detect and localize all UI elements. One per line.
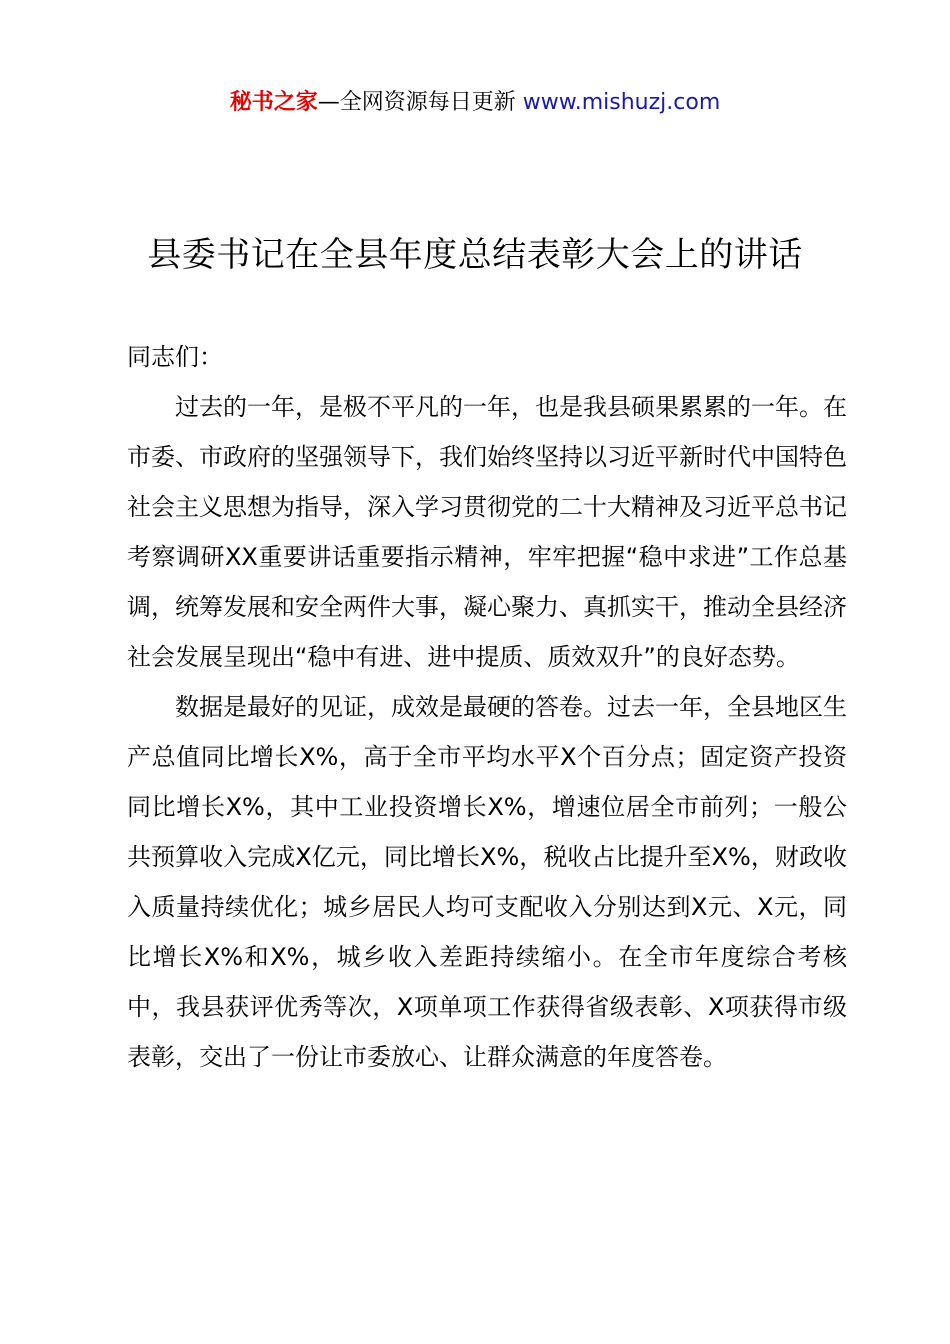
site-header bbox=[0, 86, 950, 120]
brand-name: 秘书之家 bbox=[229, 90, 318, 115]
document-body bbox=[127, 332, 847, 1082]
document-title: 县委书记在全县年度总结表彰大会上的讲话 bbox=[147, 235, 803, 275]
paragraph-1: 过去的一年，是极不平凡的一年，也是我县硕果累累的一年。在市委、市政府的坚强领导下，我们始终坚持以习近平新时代中国特色社会主义思想为指导，深入学习贯彻党的二十大精神及习近平总书记考察调研XX重要讲话重要指示精神，牢牢把握“稳中求进”工作总基调，统筹发展和安全两件大事，凝心聚力、真抓实干，推动全县经济社会发展呈现出“稳中有进、进中提质、质效双升”的良好态势。 bbox=[127, 393, 847, 671]
site-url-link[interactable]: www.mishuzj.com bbox=[522, 90, 721, 115]
header-tagline: —全网资源每日更新 bbox=[317, 90, 523, 115]
greeting: 同志们： bbox=[127, 343, 223, 371]
paragraph-2: 数据是最好的见证，成效是最硬的答卷。过去一年，全县地区生产总值同比增长X%，高于全市平均水平X个百分点；固定资产投资同比增长X%，其中工业投资增长X%，增速位居全市前列；一般公共预算收入完成X亿元，同比增长X%，税收占比提升至X%，财政收入质量持续优化；城乡居民人均可支配收入分别达到X元、X元，同比增长X%和X%，城乡收入差距持续缩小。在全市年度综合考核中，我县获评优秀等次，X项单项工作获得省级表彰、X项获得市级表彰，交出了一份让市委放心、让群众满意的年度答卷。 bbox=[127, 693, 847, 1071]
